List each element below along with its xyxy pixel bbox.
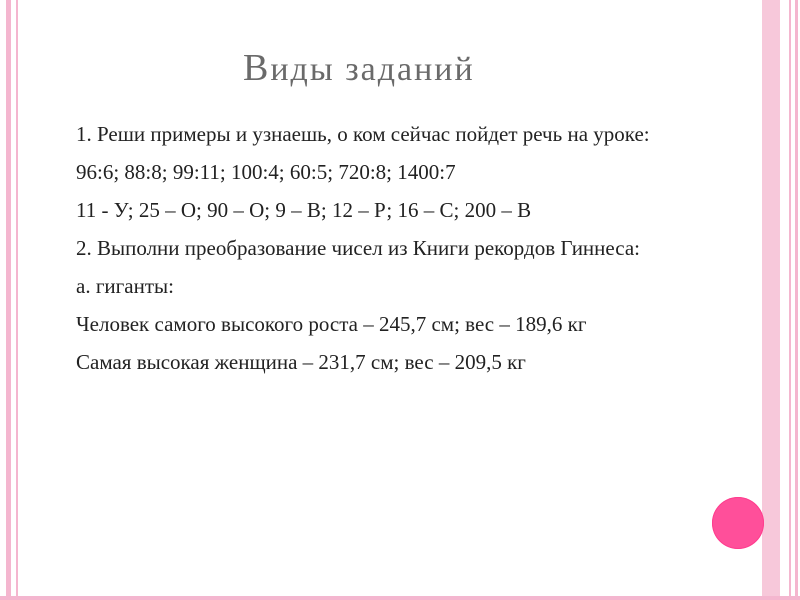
slide-title-initial: В (243, 47, 271, 89)
task-1-text: 1. Реши примеры и узнаешь, о ком сейчас пойдет речь на уроке: (76, 122, 650, 146)
record-tallest-man: Человек самого высокого роста – 245,7 см; вес – 189,6 кг (76, 312, 587, 336)
task-2-text: 2. Выполни преобразование чисел из Книги рекордов Гиннеса: (76, 236, 640, 260)
slide-title (243, 46, 475, 90)
frame-bottom-line (0, 596, 800, 600)
frame-right-stripe (795, 0, 798, 600)
frame-right-line (789, 0, 791, 600)
frame-right-band (762, 0, 780, 600)
frame-left-stripe (6, 0, 11, 600)
slide-body (76, 120, 716, 386)
pink-circle-decoration (712, 497, 764, 549)
examples-line: 96:6; 88:8; 99:11; 100:4; 60:5; 720:8; 1400:7 (76, 160, 456, 184)
slide-title-rest: иды заданий (270, 51, 475, 88)
record-tallest-woman: Самая высокая женщина – 231,7 см; вес – 209,5 кг (76, 350, 526, 374)
answer-key-line: 11 - У; 25 – О; 90 – О; 9 – В; 12 – Р; 16 – С; 200 – В (76, 198, 532, 222)
subheading-giants: а. гиганты: (76, 274, 174, 298)
frame-left-line (16, 0, 18, 600)
